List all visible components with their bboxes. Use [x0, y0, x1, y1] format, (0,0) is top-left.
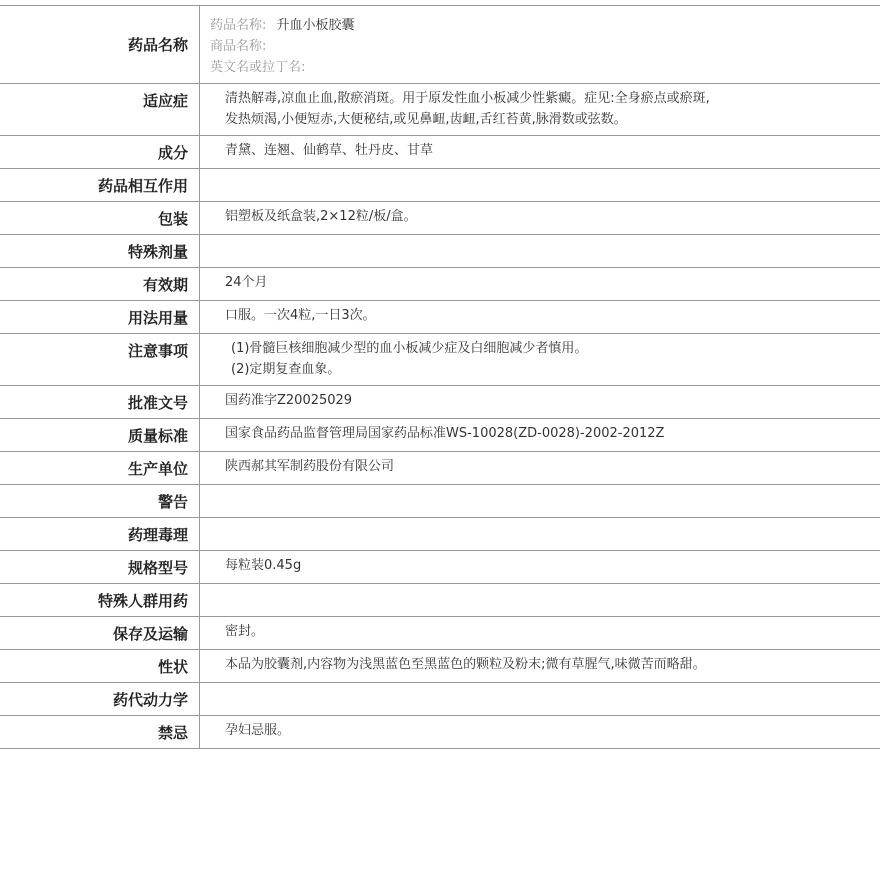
row-expiry: [0, 268, 880, 301]
row-contraindications: [0, 716, 880, 749]
row-packaging: [0, 202, 880, 235]
pharmacokinetics-value: [200, 683, 880, 715]
approval-number-value: 国药准字Z20025029: [225, 393, 353, 408]
label-expiry: 有效期: [0, 268, 200, 300]
row-quality-standard: [0, 419, 880, 452]
row-special-population: [0, 584, 880, 617]
label-pharmacology: 药理毒理: [0, 518, 200, 550]
label-storage: 保存及运输: [0, 617, 200, 649]
specification-value: 每粒装0.45g: [225, 558, 302, 573]
row-dosage: [0, 301, 880, 334]
row-warning: [0, 485, 880, 518]
label-ingredients: 成分: [0, 136, 200, 168]
label-approval-number: 批准文号: [0, 386, 200, 418]
trade-name-line: [210, 36, 880, 57]
label-dosage: 用法用量: [0, 301, 200, 333]
label-contraindications: 禁忌: [0, 716, 200, 748]
manufacturer-value: 陕西郝其军制药股份有限公司: [225, 459, 395, 474]
generic-name-label: 药品名称:: [210, 18, 267, 33]
row-description: [0, 650, 880, 683]
label-pharmacokinetics: 药代动力学: [0, 683, 200, 715]
generic-name-value: 升血小板胶囊: [276, 18, 355, 33]
precautions-value: [200, 334, 880, 385]
trade-name-label: 商品名称:: [210, 39, 267, 54]
label-interactions: 药品相互作用: [0, 169, 200, 201]
row-special-dosage: [0, 235, 880, 268]
indications-line: 发热烦渴,小便短赤,大便秘结,或见鼻衄,齿衄,舌红苔黄,脉滑数或弦数。: [225, 112, 627, 127]
product-name-block: [200, 6, 880, 83]
row-storage: [0, 617, 880, 650]
label-specification: 规格型号: [0, 551, 200, 583]
english-name-label: 英文名或拉丁名:: [210, 60, 306, 75]
row-pharmacology: [0, 518, 880, 551]
warning-value: [200, 485, 880, 517]
label-special-dosage: 特殊剂量: [0, 235, 200, 267]
label-indications: 适应症: [0, 84, 200, 135]
row-ingredients: [0, 136, 880, 169]
english-name-line: [210, 57, 880, 78]
row-interactions: [0, 169, 880, 202]
contraindications-value: 孕妇忌服。: [225, 723, 291, 738]
indications-line: 清热解毒,凉血止血,散瘀消斑。用于原发性血小板减少性紫癜。症见:全身瘀点或瘀斑,: [225, 91, 710, 106]
ingredients-value: 青黛、连翘、仙鹤草、牡丹皮、甘草: [225, 143, 434, 158]
label-precautions: 注意事项: [0, 334, 200, 385]
label-special-population: 特殊人群用药: [0, 584, 200, 616]
special-population-value: [200, 584, 880, 616]
precautions-line: (1)骨髓巨核细胞减少型的血小板减少症及白细胞减少者慎用。: [231, 341, 588, 356]
pharmacology-value: [200, 518, 880, 550]
row-manufacturer: [0, 452, 880, 485]
storage-value: 密封。: [225, 624, 265, 639]
row-specification: [0, 551, 880, 584]
row-product-name: [0, 5, 880, 84]
generic-name-line: [210, 15, 880, 36]
special-dosage-value: [200, 235, 880, 267]
interactions-value: [200, 169, 880, 201]
drug-info-table: [0, 5, 880, 749]
label-packaging: 包装: [0, 202, 200, 234]
row-precautions: [0, 334, 880, 386]
row-approval-number: [0, 386, 880, 419]
dosage-value: 口服。一次4粒,一日3次。: [225, 308, 376, 323]
expiry-value: 24个月: [225, 275, 268, 290]
row-pharmacokinetics: [0, 683, 880, 716]
label-product-name: 药品名称: [0, 6, 200, 83]
row-indications: [0, 84, 880, 136]
description-value: 本品为胶囊剂,内容物为浅黑蓝色至黑蓝色的颗粒及粉末;微有草腥气,味微苦而略甜。: [225, 657, 706, 672]
label-description: 性状: [0, 650, 200, 682]
label-warning: 警告: [0, 485, 200, 517]
quality-standard-value: 国家食品药品监督管理局国家药品标准WS-10028(ZD-0028)-2002-2012Z: [225, 426, 665, 441]
precautions-line: (2)定期复查血象。: [231, 362, 341, 377]
indications-value: [200, 84, 880, 135]
label-quality-standard: 质量标准: [0, 419, 200, 451]
label-manufacturer: 生产单位: [0, 452, 200, 484]
packaging-value: 铝塑板及纸盒装,2×12粒/板/盒。: [225, 209, 417, 224]
